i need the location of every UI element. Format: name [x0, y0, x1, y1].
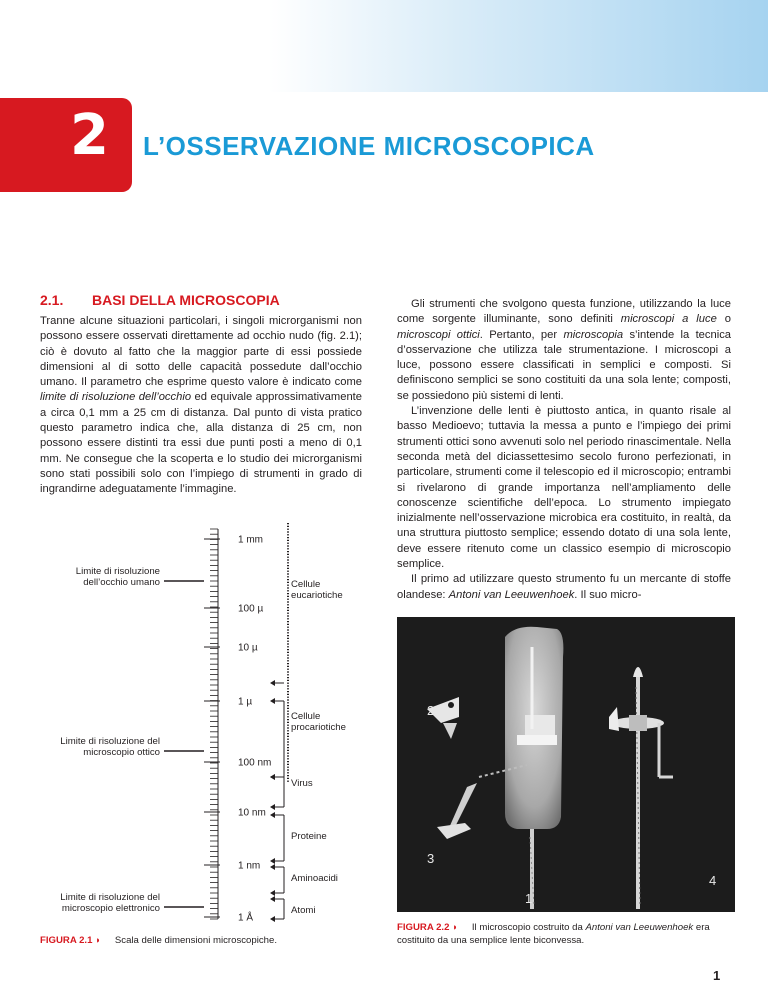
scale-left-label: Limite di risoluzione del [60, 736, 160, 747]
right-paragraph [397, 572, 731, 603]
scale-range-arrowhead [270, 896, 275, 902]
scale-tick-label: 10 nm [238, 807, 266, 819]
leeuwenhoek-microscope-photo [397, 617, 735, 912]
scale-left-label: dell’occhio umano [83, 577, 160, 588]
figure-2-1-caption [40, 934, 277, 947]
right-run: Il primo ad utilizzare questo strumento fu un mercante di stoffe olandese: [397, 573, 731, 601]
figure-2-1-caption-text: Scala delle dimensioni microscopiche. [114, 935, 277, 946]
left-paragraph [40, 314, 362, 498]
scale-tick-label: 100 nm [238, 757, 272, 769]
scale-range-arrowhead [270, 864, 275, 870]
header-band [0, 0, 768, 92]
scale-right-label: Proteine [291, 831, 327, 842]
scale-range-arrowhead [270, 858, 275, 864]
section-number: 2.1. [40, 292, 64, 308]
chapter-number: 2 [70, 103, 108, 168]
dimension-scale-figure [60, 515, 360, 925]
scale-tick-label: 100 µ [238, 603, 264, 615]
scale-range-arrowhead [270, 890, 275, 896]
right-run: . Pertanto, per [479, 328, 564, 341]
scale-left-label: Limite di risoluzione [75, 566, 160, 577]
scale-range-arrowhead [270, 774, 275, 780]
left-run: limite di risoluzione dell’occhio [40, 391, 192, 404]
left-run: Tranne alcune situazioni particolari, i singoli microrganismi non possono essere osservati direttamente ad occhio nudo (fig. 2.1); ciò è dovuto al fatto che la maggior parte di essi possiede dimensioni al di sotto delle capacità possedute dall’occhio umano. Il parametro che esprime questo valore è indicato come [40, 315, 362, 389]
figure-2-2-caption [397, 921, 737, 947]
photo-number-1: 1 [525, 891, 533, 906]
scale-right-label: Cellule [291, 711, 321, 722]
scale-left-label: microscopio elettronico [61, 903, 160, 914]
right-run: . Il suo micro- [574, 588, 642, 601]
scale-right-label: eucariotiche [291, 590, 343, 601]
scale-tick-label: 1 Å [238, 912, 254, 924]
photo-number-4: 4 [709, 873, 717, 888]
scale-tick-label: 10 µ [238, 642, 258, 654]
scale-range-arrowhead [270, 680, 275, 686]
scale-left-label: microscopio ottico [83, 747, 160, 758]
right-run: L’invenzione delle lenti è piuttosto antica, in quanto risale al basso Medioevo; tuttavia la messa a punto e l’impiego dei primi strumenti ottici sono avvenuti solo nel periodo rinascimentale. Nella seconda metà del diciassettesimo secolo furono perfezionati, in particolare, strumenti come il telescopio ed il microscopio; entrambi si rivelarono di grande importanza nell’ampliamento delle conoscenze scientifiche dell’epoca. Lo strumento impiegato inizialmente nell’osservazione microbica era costituito, in realtà, da una struttura piuttosto semplice; essendo dotato di una sola lente, deve essere ritenuto come un classico esempio di microscopio semplice. [397, 405, 731, 571]
right-run: o [716, 313, 731, 326]
right-column-text [397, 297, 731, 603]
section-title: BASI DELLA MICROSCOPIA [92, 292, 280, 308]
scale-range-arrowhead [270, 804, 275, 810]
scale-tick-label: 1 nm [238, 860, 261, 872]
right-run: Gli strumenti che svolgono questa funzione, utilizzando la luce come sorgente illuminante, sono definiti [397, 298, 731, 326]
scale-right-label: Cellule [291, 579, 321, 590]
caption-2-2-run: Il microscopio costruito da [471, 922, 586, 933]
scale-right-label: procariotiche [291, 722, 346, 733]
caption-2-2-run: Antoni van Leeuwenhoek [585, 922, 694, 933]
caption-2-2-run: era costituito da una semplice lente biconvessa. [397, 922, 710, 946]
right-run: Antoni van Leeuwenhoek [448, 588, 575, 601]
chapter-title: L’OSSERVAZIONE MICROSCOPICA [143, 131, 595, 161]
scale-range-arrowhead [270, 698, 275, 704]
scale-left-label: Limite di risoluzione del [60, 892, 160, 903]
right-run: microscopi ottici [397, 328, 480, 341]
scale-tick-label: 1 mm [238, 534, 263, 546]
chapter-tab [0, 98, 132, 192]
right-paragraph [397, 297, 731, 404]
figure-2-2-label: FIGURA 2.2 ◗ [397, 922, 458, 933]
photo-number-3: 3 [427, 851, 435, 866]
page-number: 1 [713, 968, 721, 983]
scale-tick-label: 1 µ [238, 696, 253, 708]
photo-number-2: 2 [427, 703, 435, 718]
left-run: ed equivale approssimativamente a circa 0,1 mm a 25 cm di distanza. Dal punto di vista pratico questo parametro indica che, alla distanza di 25 cm, non possono essere distinti tra essi due punti posti a meno di 0,1 mm. Ne consegue che la scoperta e lo studio dei microrganismi sono stati possibili solo con l’impiego di strumenti in grado di ingrandirne adeguatamente l’immagine. [40, 391, 363, 496]
right-paragraph [397, 404, 731, 572]
scale-right-label: Virus [291, 778, 313, 789]
left-column-text [40, 314, 362, 498]
figure-2-1-label: FIGURA 2.1 ◗ [40, 935, 101, 946]
right-run: s’intende la tecnica d’osservazione che utilizza tale strumentazione. I microscopi a luce, possono essere classificati in semplici e composti. Si definiscono semplici se sono costituiti da una sola lente; composti, se possiedono più sistemi di lenti. [397, 328, 732, 402]
scale-range-arrowhead [270, 916, 275, 922]
right-run: microscopia [563, 328, 624, 341]
scale-range-arrowhead [270, 812, 275, 818]
right-run: microscopi a luce [620, 313, 717, 326]
scale-right-label: Aminoacidi [291, 873, 338, 884]
section-heading [40, 292, 280, 308]
scale-right-label: Atomi [291, 905, 316, 916]
